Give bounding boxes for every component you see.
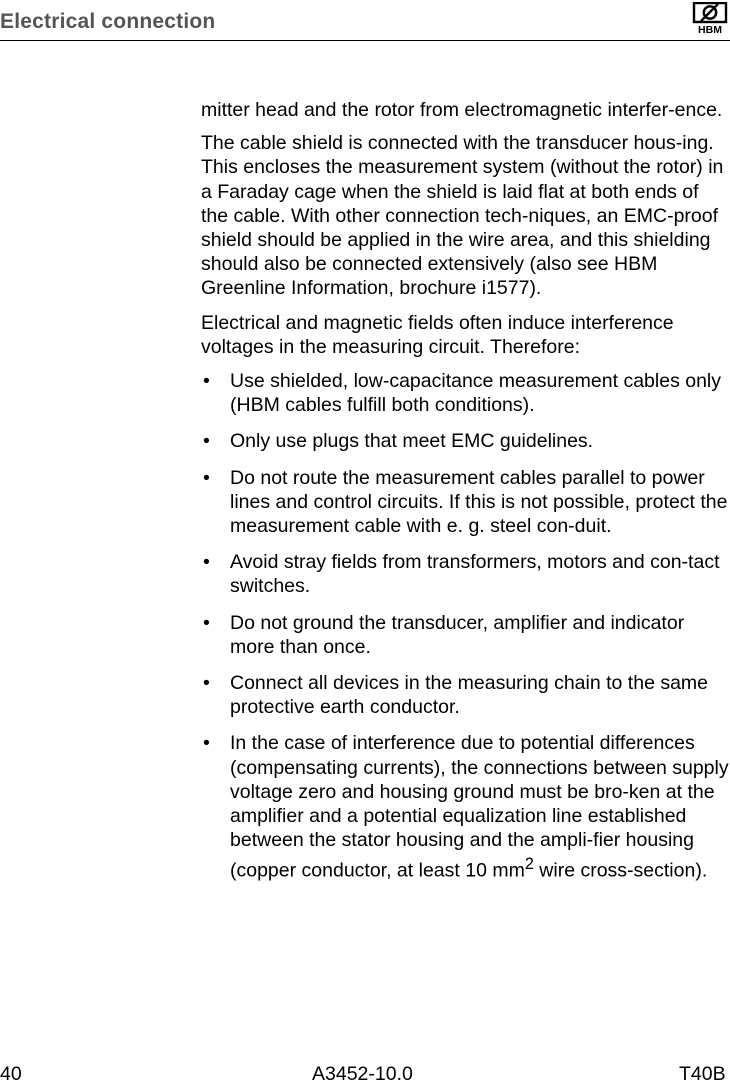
logo-text: HBM [698, 24, 722, 34]
bullet-glyph: • [203, 466, 210, 489]
list-item [201, 671, 730, 719]
recommendation-list [201, 369, 730, 883]
paragraph-cable-shield: The cable shield is connected with the transducer hous-ing. This encloses the measurement system (without the rotor) in a Faraday cage when the shield is laid flat at both ends of the cable. With other connection tech-niques, an EMC-proof shield should be applied in the wire area, and this shielding should also be connected extensively (also see HBM Greenline Information, brochure i1577). [201, 132, 724, 300]
list-item-text: Only use plugs that meet EMC guidelines. [230, 430, 594, 453]
list-item-text: Do not ground the transducer, amplifier and indicator more than once. [230, 611, 685, 658]
paragraph-interference: Electrical and magnetic fields often induce interference voltages in the measuring circuit. Therefore: [201, 311, 674, 358]
bullet-glyph: • [203, 611, 210, 634]
paragraph-shielding-intro: mitter head and the rotor from electromagnetic interfer-ence. [201, 99, 723, 121]
list-item [201, 611, 730, 659]
bullet-glyph: • [203, 551, 210, 574]
bullet-glyph: • [203, 672, 210, 695]
list-item-text: Connect all devices in the measuring chain to the same protective earth conductor. [230, 672, 709, 719]
document-code: A3452-10.0 [312, 1063, 413, 1085]
list-item-text: In the case of interference due to potential differences (compensating currents), the connections between supply voltage zero and housing ground must be bro-ken at the amplifier and a potential equalization line established between the stator housing and the ampli-fier housing (copper conductor, at least 10 mm [230, 732, 729, 882]
bullet-glyph: • [203, 430, 210, 453]
list-item [201, 466, 730, 539]
bullet-glyph: • [203, 370, 210, 393]
main-content [201, 98, 730, 895]
list-item-text: Do not route the measurement cables parallel to power lines and control circuits. If this is not possible, protect the measurement cable with e. g. steel con-duit. [230, 466, 728, 538]
list-item-text: Avoid stray fields from transformers, motors and con-tact switches. [230, 551, 720, 598]
list-item [201, 429, 730, 453]
list-item-text-end: wire cross-section). [533, 859, 708, 882]
hbm-logo [690, 2, 730, 34]
list-item-text: Use shielded, low-capacitance measurement cables only (HBM cables fulfill both conditions). [230, 370, 722, 417]
product-name: T40B [679, 1063, 726, 1085]
bullet-glyph: • [203, 732, 210, 755]
list-item [201, 369, 730, 417]
header-rule [0, 40, 730, 41]
page-number: 40 [0, 1063, 22, 1085]
superscript-two: 2 [524, 855, 534, 874]
header-title: Electrical connection [0, 10, 216, 33]
list-item [201, 550, 730, 598]
list-item [201, 731, 730, 883]
